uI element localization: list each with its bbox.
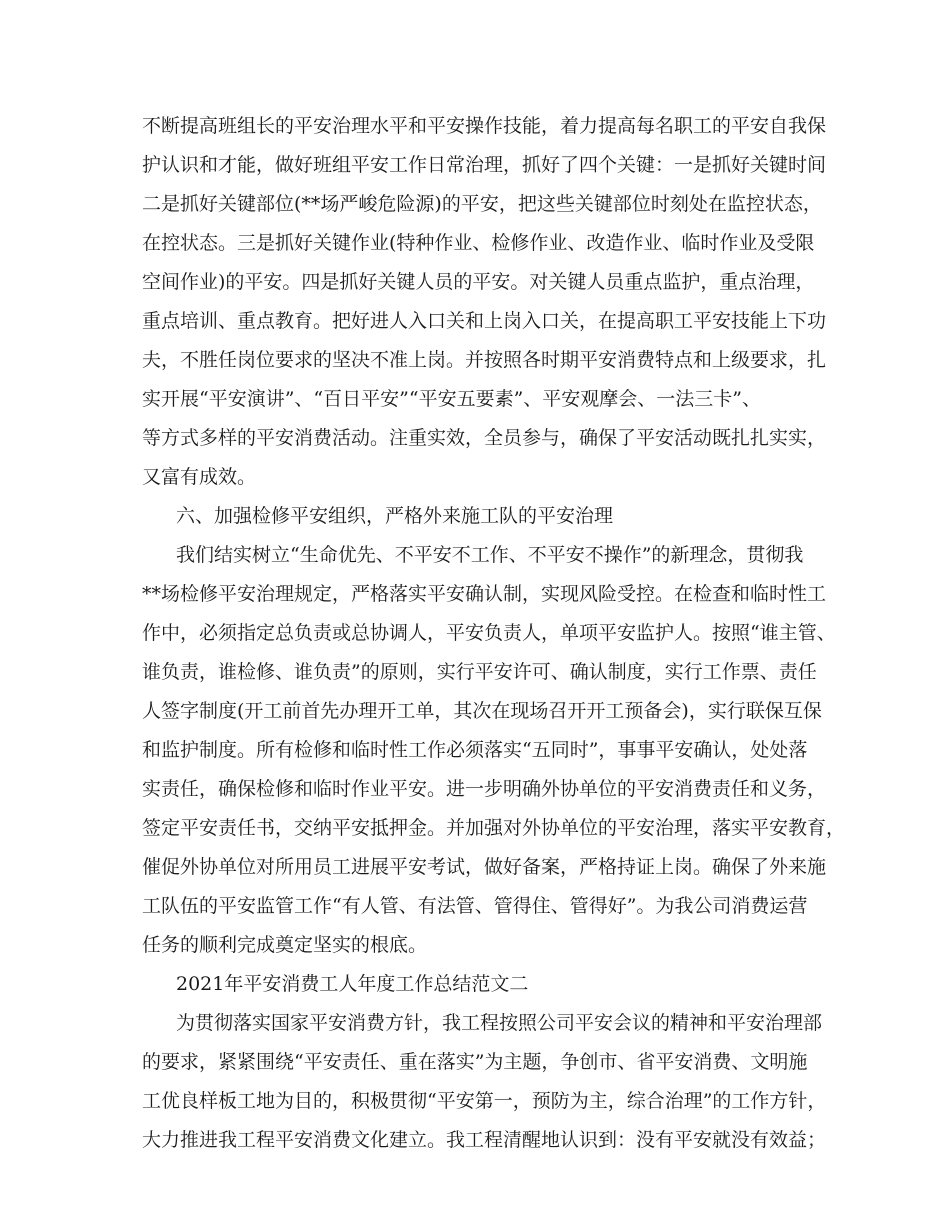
body-line: 实开展“平安演讲”、“百日平安”“平安五要素”、平安观摩会、一法三卡”、 — [142, 388, 761, 410]
body-line: 和监护制度。所有检修和临时性工作必须落实“五同时”，事事平安确认，处处落 — [142, 739, 808, 761]
body-line: 人签字制度(开工前首先办理开工单，其次在现场召开开工预备会)，实行联保互保 — [142, 700, 822, 722]
body-line: 大力推进我工程平安消费文化建立。我工程清醒地认识到：没有平安就没有效益； — [142, 1129, 827, 1151]
body-line: 签定平安责任书，交纳平安抵押金。并加强对外协单位的平安治理，落实平安教育， — [142, 817, 846, 839]
section-heading: 六、加强检修平安组织，严格外来施工队的平安治理 — [176, 505, 614, 527]
body-line: 任务的顺利完成奠定坚实的根底。 — [142, 934, 428, 956]
body-line: 重点培训、重点教育。把好进人入口关和上岗入口关，在提高职工平安技能上下功 — [142, 310, 827, 332]
body-line: 工队伍的平安监管工作“有人管、有法管、管得住、管得好”。为我公司消费运营 — [142, 895, 808, 917]
body-line: **场检修平安治理规定，严格落实平安确认制，实现风险受控。在检查和临时性工 — [142, 583, 827, 605]
body-line: 作中，必须指定总负责或总协调人，平安负责人，单项平安监护人。按照“谁主管、 — [142, 622, 836, 644]
body-line: 在控状态。三是抓好关键作业(特种作业、检修作业、改造作业、临时作业及受限 — [142, 232, 815, 254]
body-line: 的要求，紧紧围绕“平安责任、重在落实”为主题，争创市、省平安消费、文明施 — [142, 1051, 808, 1073]
body-line: 夫，不胜任岗位要求的坚决不准上岗。并按照各时期平安消费特点和上级要求，扎 — [142, 349, 827, 371]
section-heading: 2021年平安消费工人年度工作总结范文二 — [176, 973, 529, 995]
body-line: 二是抓好关键部位(**场严峻危险源)的平安，把这些关键部位时刻处在监控状态， — [142, 193, 822, 215]
body-line: 实责任，确保检修和临时作业平安。进一步明确外协单位的平安消费责任和义务， — [142, 778, 827, 800]
body-line: 为贯彻落实国家平安消费方针，我工程按照公司平安会议的精神和平安治理部 — [176, 1012, 823, 1034]
body-line: 又富有成效。 — [142, 466, 257, 488]
body-line: 工优良样板工地为目的，积极贯彻“平安第一，预防为主，综合治理”的工作方针， — [142, 1090, 827, 1112]
body-line: 空间作业)的平安。四是抓好关键人员的平安。对关键人员重点监护，重点治理， — [142, 271, 815, 293]
body-line: 催促外协单位对所用员工进展平安考试，做好备案，严格持证上岗。确保了外来施 — [142, 856, 827, 878]
body-line: 谁负责，谁检修、谁负责”的原则，实行平安许可、确认制度，实行工作票、责任 — [142, 661, 817, 683]
body-line: 不断提高班组长的平安治理水平和平安操作技能，着力提高每名职工的平安自我保 — [142, 115, 827, 137]
body-line: 我们结实树立“生命优先、不平安不工作、不平安不操作”的新理念，贯彻我 — [176, 544, 804, 566]
body-line: 护认识和才能，做好班组平安工作日常治理，抓好了四个关键：一是抓好关键时间 — [142, 154, 827, 176]
body-line: 等方式多样的平安消费活动。注重实效，全员参与，确保了平安活动既扎扎实实， — [142, 427, 827, 449]
